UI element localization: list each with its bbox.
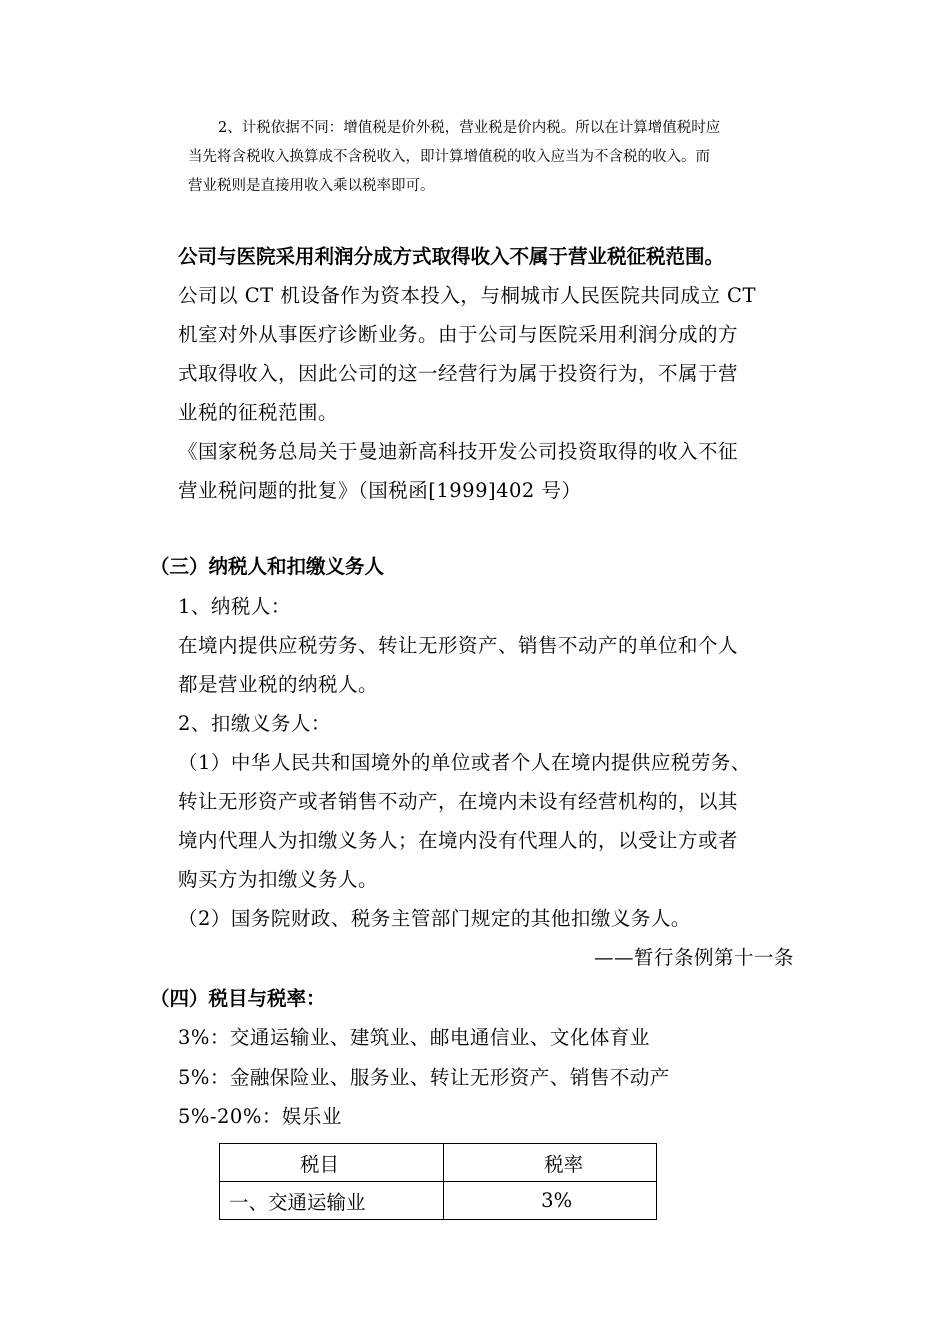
tax-rate-table: [219, 1143, 657, 1220]
note-line: 2、计税依据不同：增值税是价外税，营业税是价内税。所以在计算增值税时应: [218, 120, 721, 136]
rate-line: 5%：金融保险业、服务业、转让无形资产、销售不动产: [178, 1066, 670, 1089]
paragraph-line: 转让无形资产或者销售不动产，在境内未设有经营机构的，以其: [178, 790, 739, 813]
paragraph-line: （1）中华人民共和国境外的单位或者个人在境内提供应税劳务、: [178, 751, 751, 774]
table-header-cell: 税率: [444, 1144, 657, 1182]
note-line: 当先将含税收入换算成不含税收入，即计算增值税的收入应当为不含税的收入。而: [188, 149, 710, 165]
source-reference: ——暂行条例第十一条: [594, 946, 795, 969]
profit-sharing-title: 公司与医院采用利润分成方式取得收入不属于营业税征税范围。: [178, 245, 725, 268]
paragraph-line: 在境内提供应税劳务、转让无形资产、销售不动产的单位和个人: [178, 634, 739, 657]
paragraph-line: 式取得收入，因此公司的这一经营行为属于投资行为，不属于营: [178, 362, 739, 385]
paragraph-line: 都是营业税的纳税人。: [178, 673, 379, 696]
rate-line: 3%：交通运输业、建筑业、邮电通信业、文化体育业: [178, 1026, 650, 1049]
paragraph-line: 机室对外从事医疗诊断业务。由于公司与医院采用利润分成的方: [178, 323, 739, 346]
paragraph-line: 1、纳税人：: [178, 595, 291, 618]
table-header-cell: 税目: [220, 1144, 444, 1182]
citation-line: 《国家税务总局关于曼迪新高科技开发公司投资取得的收入不征: [178, 440, 739, 463]
section-heading: （三）纳税人和扣缴义务人: [150, 555, 385, 578]
paragraph-line: 境内代理人为扣缴义务人；在境内没有代理人的，以受让方或者: [178, 829, 739, 852]
rate-line: 5%-20%：娱乐业: [178, 1105, 342, 1128]
table-cell: 3%: [444, 1182, 657, 1220]
paragraph-line: 公司以 CT 机设备作为资本投入，与桐城市人民医院共同成立 CT: [178, 284, 756, 307]
note-line: 营业税则是直接用收入乘以税率即可。: [188, 178, 435, 194]
table-cell: 一、交通运输业: [220, 1182, 444, 1220]
paragraph-line: 购买方为扣缴义务人。: [178, 868, 379, 891]
citation-line: 营业税问题的批复》（国税函[1999]402 号）: [178, 479, 582, 502]
table-header-row: [220, 1144, 657, 1182]
table-row: [220, 1182, 657, 1220]
paragraph-line: 业税的征税范围。: [178, 401, 339, 424]
paragraph-line: （2）国务院财政、税务主管部门规定的其他扣缴义务人。: [178, 907, 691, 930]
section-heading: （四）税目与税率：: [150, 987, 326, 1010]
paragraph-line: 2、扣缴义务人：: [178, 712, 331, 735]
